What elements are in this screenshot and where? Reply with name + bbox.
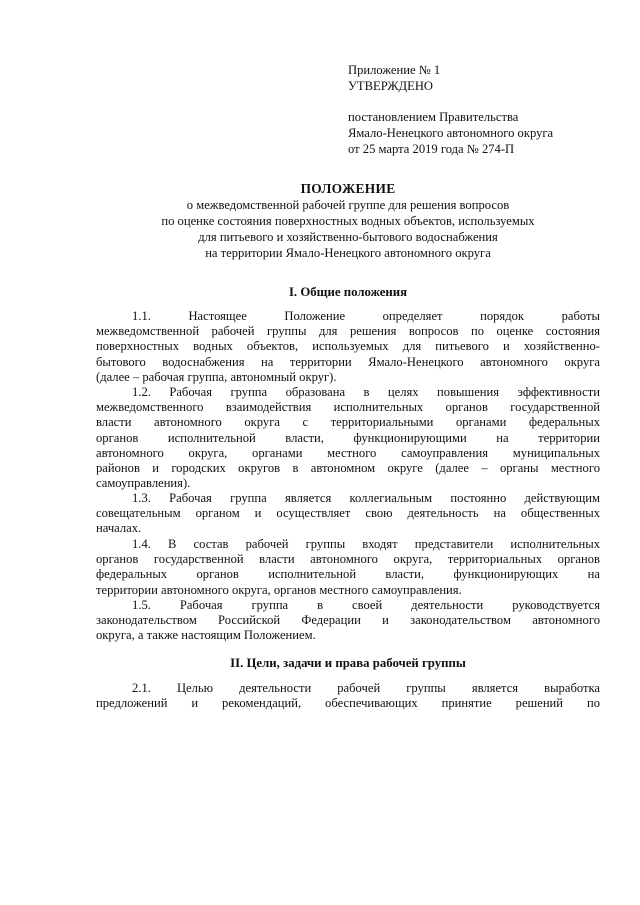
paragraph-line: предложений и рекомендаций, обеспечивающих принятие решений по <box>96 696 600 711</box>
paragraph-line: органов государственной власти автономного округа, территориальных органов <box>96 552 600 567</box>
paragraph-line: районов и городских округов в автономном округе (далее – органы местного <box>96 460 600 475</box>
paragraph-line: 1.1. Настоящее Положение определяет порядок работы <box>132 309 600 323</box>
document-title-block <box>96 181 600 261</box>
paragraph-1-1 <box>96 309 600 385</box>
decree-line-3: от 25 марта 2019 года № 274-П <box>348 142 515 156</box>
paragraph-line: территории автономного округа, органов местного самоуправления. <box>96 582 462 597</box>
paragraph-1-2 <box>96 385 600 491</box>
paragraph-line: 1.2. Рабочая группа образована в целях повышения эффективности <box>132 385 600 399</box>
paragraph-line: (далее – рабочая группа, автономный округ). <box>96 369 337 384</box>
paragraph-line: совещательным органом и осуществляет свою деятельность на общественных <box>96 506 600 521</box>
paragraph-line: началах. <box>96 521 142 536</box>
paragraph-line: 1.4. В состав рабочей группы входят представители исполнительных <box>132 537 600 551</box>
paragraph-1-4 <box>96 537 600 598</box>
decree-line-1: постановлением Правительства <box>348 110 519 124</box>
paragraph-line: федеральных органов исполнительной власти, функционирующих на <box>96 567 600 582</box>
document-title: ПОЛОЖЕНИЕ <box>300 181 396 196</box>
paragraph-line: 1.5. Рабочая группа в своей деятельности руководствуется <box>132 598 600 612</box>
section-heading-2: II. Цели, задачи и права рабочей группы <box>230 656 466 670</box>
paragraph-line: законодательством Российской Федерации и законодательством автономного <box>96 613 600 628</box>
section-heading-1: I. Общие положения <box>288 285 408 299</box>
paragraph-line: бытового водоснабжения на территории Ямало-Ненецкого автономного округа <box>96 354 600 369</box>
paragraph-1-5 <box>96 598 600 644</box>
paragraph-line: органов исполнительной власти, функционирующими на территории <box>96 430 600 445</box>
title-line-3: для питьевого и хозяйственно-бытового водоснабжения <box>198 230 498 244</box>
decree-line-2: Ямало-Ненецкого автономного округа <box>348 126 554 140</box>
paragraph-line: межведомственной рабочей группы для решения вопросов по оценке состояния <box>96 324 600 339</box>
paragraph-line: автономного округа, органами местного самоуправления муниципальных <box>96 445 600 460</box>
paragraph-line: самоуправления). <box>96 476 191 491</box>
paragraph-line: округа, а также настоящим Положением. <box>96 628 316 643</box>
paragraph-line: межведомственного взаимодействия исполнительных органов государственной <box>96 400 600 415</box>
paragraph-line: 1.3. Рабочая группа является коллегиальным постоянно действующим <box>132 491 600 505</box>
paragraph-line: 2.1. Целью деятельности рабочей группы является выработка <box>132 681 600 695</box>
title-line-1: о межведомственной рабочей группе для решения вопросов <box>186 198 510 212</box>
paragraph-2-1 <box>96 681 600 711</box>
appendix-block <box>348 62 618 157</box>
appendix-number: Приложение № 1 <box>348 63 441 77</box>
approved-label: УТВЕРЖДЕНО <box>348 79 434 93</box>
paragraph-line: власти автономного округа с территориальными органами федеральных <box>96 415 600 430</box>
paragraph-line: поверхностных водных объектов, используемых для питьевого и хозяйственно- <box>96 339 600 354</box>
paragraph-1-3 <box>96 491 600 537</box>
title-line-2: по оценке состояния поверхностных водных объектов, используемых <box>161 214 535 228</box>
title-line-4: на территории Ямало-Ненецкого автономного округа <box>205 246 491 260</box>
